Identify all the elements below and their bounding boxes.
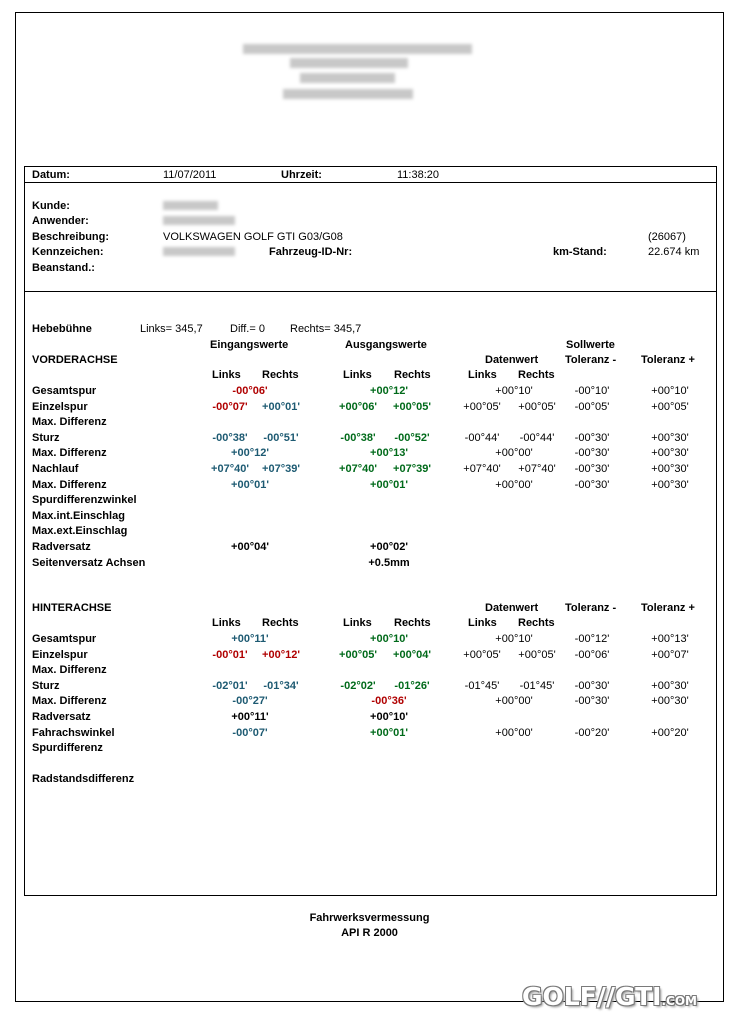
rear-row-1-in-r: +00°12' (262, 648, 300, 661)
front-row-4-tm: -00°30' (574, 447, 610, 460)
header-divider (24, 182, 717, 183)
front-row-1-in-r: +00°01' (262, 400, 300, 413)
rear-row-4-label: Max. Differenz (32, 695, 107, 708)
kunde-label: Kunde: (32, 200, 70, 212)
front-row-4-in-c: +00°12' (231, 447, 269, 460)
beschreibung-value: VOLKSWAGEN GOLF GTI G03/G08 (163, 231, 343, 243)
front-row-7-label: Spurdifferenzwinkel (32, 494, 137, 507)
rear-row-0-out-c: +00°10' (370, 633, 408, 645)
front-row-3-out-l: -00°38' (340, 431, 376, 444)
front-row-3-in-l: -00°38' (212, 431, 248, 444)
front-row-10-out-c: +00°02' (370, 541, 408, 553)
rear-row-3-label: Sturz (32, 679, 60, 692)
golfgti-watermark-logo: GOLF//GTI.COM (522, 982, 697, 1011)
rear-row-3-tp: +00°30' (651, 679, 689, 692)
front-row-6-soll-c: +00°00' (495, 478, 533, 491)
front-row-1-label: Einzelspur (32, 400, 88, 413)
front-row-5-tm: -00°30' (574, 463, 610, 475)
front-row-2-label: Max. Differenz (32, 416, 107, 429)
uhrzeit-value: 11:38:20 (397, 169, 440, 181)
beschreibung-code: (26067) (648, 231, 686, 243)
front-row-6-label: Max. Differenz (32, 478, 107, 491)
rear-row-1-label: Einzelspur (32, 648, 88, 661)
rear-col-toleranz-minus: Toleranz - (565, 602, 617, 614)
rear-row-9-label: Radstandsdifferenz (32, 773, 135, 786)
front-in-rechts-header: Rechts (262, 369, 299, 381)
anwender-blurred (163, 216, 235, 225)
rear-row-1-out-r: +00°04' (393, 648, 431, 661)
rear-in-links-header: Links (212, 617, 241, 629)
rear-row-0-soll-c: +00°10' (495, 633, 533, 645)
kennzeichen-label: Kennzeichen: (32, 246, 104, 258)
front-row-1-tp: +00°05' (651, 400, 689, 413)
fahrzeug-id-label: Fahrzeug-ID-Nr: (269, 246, 353, 258)
rear-row-3-out-l: -02°02' (340, 679, 376, 692)
front-row-3-soll-l: -00°44' (464, 431, 500, 444)
front-row-3-tp: +00°30' (651, 431, 689, 444)
front-row-5-in-r: +07°39' (262, 463, 300, 475)
uhrzeit-label: Uhrzeit: (281, 169, 322, 181)
beanstand-label: Beanstand.: (32, 262, 95, 274)
front-row-0-soll-c: +00°10' (495, 385, 533, 397)
front-col-toleranz-minus: Toleranz - (565, 354, 617, 366)
rear-row-4-tp: +00°30' (651, 695, 689, 708)
datum-label: Datum: (32, 169, 70, 181)
rear-row-1-out-l: +00°05' (339, 648, 377, 661)
hebebuehne-label: Hebebühne (32, 323, 92, 335)
vorderachse-title: VORDERACHSE (32, 354, 118, 366)
front-soll-links-header: Links (468, 369, 497, 381)
rear-row-3-tm: -00°30' (574, 679, 610, 692)
rear-out-rechts-header: Rechts (394, 617, 431, 629)
rear-row-7-label: Spurdifferenz (32, 742, 103, 755)
front-row-0-label: Gesamtspur (32, 385, 97, 397)
rear-row-6-in-c: -00°07' (232, 726, 268, 739)
front-row-11-label: Seitenversatz Achsen (32, 556, 146, 569)
front-soll-rechts-header: Rechts (518, 369, 555, 381)
rear-row-4-in-c: -00°27' (232, 695, 268, 708)
datum-value: 11/07/2011 (163, 169, 217, 181)
front-row-3-label: Sturz (32, 431, 60, 444)
report-frame (24, 166, 717, 896)
front-row-5-in-l: +07°40' (211, 463, 249, 475)
rear-col-datenwert: Datenwert (485, 602, 539, 614)
front-row-5-tp: +00°30' (651, 463, 689, 475)
front-row-1-out-r: +00°05' (393, 400, 431, 413)
front-row-0-in-c: -00°06' (232, 385, 268, 397)
rear-row-2-label: Max. Differenz (32, 664, 107, 677)
front-row-1-tm: -00°05' (574, 400, 610, 413)
km-value: 22.674 km (648, 246, 700, 258)
eingangswerte-heading: Eingangswerte (210, 339, 289, 351)
rear-row-1-tm: -00°06' (574, 648, 610, 661)
front-row-4-soll-c: +00°00' (495, 447, 533, 460)
front-row-5-out-r: +07°39' (393, 463, 431, 475)
front-row-1-in-l: -00°07' (212, 400, 248, 413)
front-row-10-in-c: +00°04' (231, 541, 269, 553)
rear-row-0-label: Gesamtspur (32, 633, 97, 645)
hebebuehne-links: Links= 345,7 (140, 323, 203, 335)
front-row-4-label: Max. Differenz (32, 447, 107, 460)
front-row-4-out-c: +00°13' (370, 447, 408, 460)
front-row-8-label: Max.int.Einschlag (32, 509, 125, 522)
rear-out-links-header: Links (343, 617, 372, 629)
front-row-3-tm: -00°30' (574, 431, 610, 444)
front-row-5-soll-r: +07°40' (518, 463, 556, 475)
rear-row-0-tm: -00°12' (574, 633, 610, 645)
front-row-4-tp: +00°30' (651, 447, 689, 460)
rear-row-1-soll-l: +00°05' (463, 648, 501, 661)
rear-row-6-label: Fahrachswinkel (32, 726, 115, 739)
rear-soll-rechts-header: Rechts (518, 617, 555, 629)
front-col-datenwert: Datenwert (485, 354, 539, 366)
rear-row-0-in-c: +00°11' (231, 633, 269, 645)
rear-row-6-out-c: +00°01' (370, 726, 408, 739)
rear-row-1-tp: +00°07' (651, 648, 689, 661)
rear-row-4-out-c: -00°36' (371, 695, 407, 708)
rear-col-toleranz-plus: Toleranz + (641, 602, 695, 614)
front-row-5-soll-l: +07°40' (463, 463, 501, 475)
rear-row-4-tm: -00°30' (574, 695, 610, 708)
rear-row-6-soll-c: +00°00' (495, 726, 533, 739)
sollwerte-heading: Sollwerte (566, 339, 615, 351)
rear-row-3-out-r: -01°26' (394, 679, 430, 692)
hebebuehne-diff: Diff.= 0 (230, 323, 265, 335)
front-row-0-out-c: +00°12' (370, 385, 408, 397)
front-out-rechts-header: Rechts (394, 369, 431, 381)
rear-row-5-label: Radversatz (32, 711, 91, 723)
rear-row-1-soll-r: +00°05' (518, 648, 556, 661)
front-row-1-soll-r: +00°05' (518, 400, 556, 413)
rear-row-6-tm: -00°20' (574, 726, 610, 739)
rear-soll-links-header: Links (468, 617, 497, 629)
hinterachse-title: HINTERACHSE (32, 602, 112, 614)
front-row-5-out-l: +07°40' (339, 463, 377, 475)
front-row-6-tm: -00°30' (574, 478, 610, 491)
rear-row-4-soll-c: +00°00' (495, 695, 533, 708)
ausgangswerte-heading: Ausgangswerte (345, 339, 427, 351)
rear-in-rechts-header: Rechts (262, 617, 299, 629)
anwender-label: Anwender: (32, 215, 89, 227)
footer-line-1: Fahrwerksvermessung (309, 912, 430, 924)
front-row-10-label: Radversatz (32, 541, 91, 553)
front-row-6-tp: +00°30' (651, 478, 689, 491)
front-row-1-out-l: +00°06' (339, 400, 377, 413)
front-row-5-label: Nachlauf (32, 463, 79, 475)
vehicle-divider (24, 291, 717, 292)
front-row-3-in-r: -00°51' (263, 431, 299, 444)
front-row-9-label: Max.ext.Einschlag (32, 525, 128, 538)
front-row-6-out-c: +00°01' (370, 478, 408, 491)
front-row-0-tp: +00°10' (651, 385, 689, 397)
front-row-6-in-c: +00°01' (231, 478, 269, 491)
front-row-3-out-r: -00°52' (394, 431, 430, 444)
front-row-11-out-c: +0.5mm (368, 556, 410, 569)
kunde-blurred (163, 201, 218, 210)
front-row-1-soll-l: +00°05' (463, 400, 501, 413)
rear-row-3-soll-r: -01°45' (519, 679, 555, 692)
front-row-3-soll-r: -00°44' (519, 431, 555, 444)
kennzeichen-blurred (163, 247, 235, 256)
rear-row-3-in-l: -02°01' (212, 679, 248, 692)
front-row-0-tm: -00°10' (574, 385, 610, 397)
rear-row-3-in-r: -01°34' (263, 679, 299, 692)
rear-row-5-out-c: +00°10' (370, 711, 408, 723)
rear-row-3-soll-l: -01°45' (464, 679, 500, 692)
front-out-links-header: Links (343, 369, 372, 381)
rear-row-5-in-c: +00°11' (231, 711, 269, 723)
beschreibung-label: Beschreibung: (32, 231, 110, 243)
rear-row-0-tp: +00°13' (651, 633, 689, 645)
rear-row-1-in-l: -00°01' (212, 648, 248, 661)
hebebuehne-rechts: Rechts= 345,7 (290, 323, 362, 335)
rear-row-6-tp: +00°20' (651, 726, 689, 739)
footer-line-2: API R 2000 (341, 927, 398, 939)
front-in-links-header: Links (212, 369, 241, 381)
km-label: km-Stand: (553, 246, 607, 258)
front-col-toleranz-plus: Toleranz + (641, 354, 695, 366)
